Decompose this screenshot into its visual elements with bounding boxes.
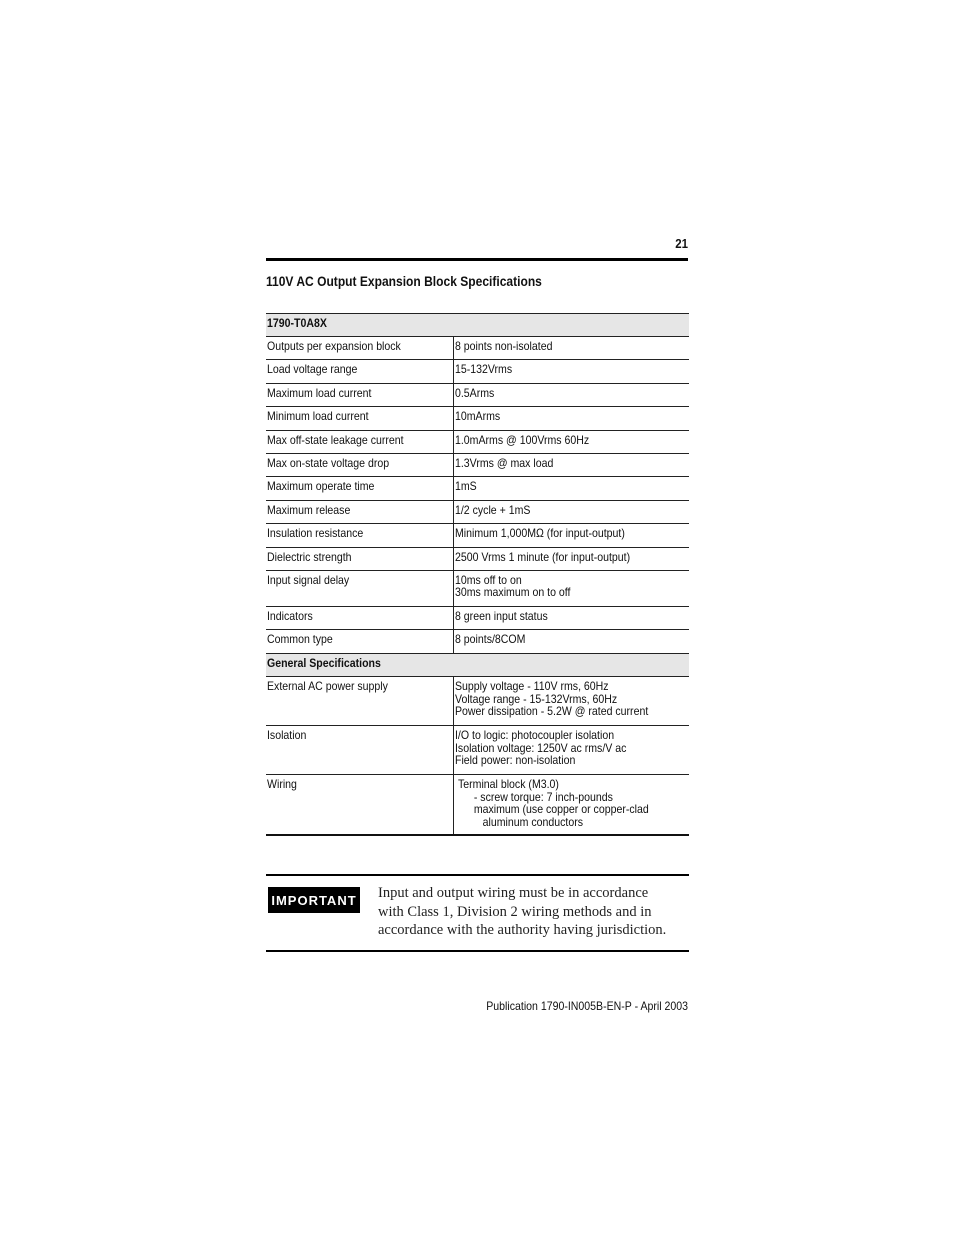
value-text: I/O to logic: photocoupler isolation Isolation voltage: 1250V ac rms/V ac Field power: non-isolation [455,728,627,768]
param-label: Outputs per expansion block [267,339,401,353]
table-row [266,630,689,653]
param-label: Max on-state voltage drop [267,455,390,470]
top-rule [266,258,688,261]
value-text: Terminal block (M3.0) - screw torque: 7 inch-pounds maximum (use copper or copper-clad aluminum conductors [458,777,649,829]
value-text: 1/2 cycle + 1mS [455,502,531,517]
column-divider [453,548,454,570]
column-divider [453,501,454,523]
table-row [266,524,689,547]
column-divider [453,524,454,546]
param-label: Common type [267,632,333,647]
table-row [266,384,689,407]
table-row [266,431,689,454]
column-divider [453,384,454,406]
value-text: Supply voltage - 110V rms, 60Hz Voltage range - 15-132Vrms, 60Hz Power dissipation - 5.2W @ rated current [455,679,649,719]
value-text: 8 points non-isolated [455,339,553,353]
value-text: 1mS [455,479,477,494]
column-divider [453,677,454,725]
spec-table [266,313,689,836]
param-label: Minimum load current [267,409,369,424]
table-row [266,454,689,477]
table-row [266,360,689,383]
column-divider [453,726,454,774]
param-label: Isolation [267,728,307,743]
table-row [266,607,689,630]
page-number: 21 [675,236,688,251]
param-label: Load voltage range [267,362,358,377]
note-text [378,884,698,940]
column-divider [453,337,454,359]
value-text: 8 green input status [455,608,548,623]
param-label: Maximum release [267,502,351,517]
param-label: Input signal delay [267,572,350,587]
table-row [266,571,689,607]
column-divider [453,454,454,476]
table-header-model [266,313,689,337]
table-row [266,548,689,571]
column-divider [453,571,454,606]
column-divider [453,775,454,834]
note-line: accordance with the authority having jurisdiction. [378,922,667,938]
publication-footer: Publication 1790-IN005B-EN-P - April 2003 [486,999,688,1013]
value-text: 1.0mArms @ 100Vrms 60Hz [455,432,590,447]
table-row [266,726,689,775]
param-label: Wiring [267,777,297,792]
note-top-rule [266,874,689,876]
general-header-label: General Specifications [267,655,381,670]
column-divider [453,630,454,652]
value-text: 15-132Vrms [455,362,513,377]
param-label: Insulation resistance [267,526,364,541]
param-label: Indicators [267,608,313,623]
value-text: 8 points/8COM [455,632,526,647]
model-header-label: 1790-T0A8X [267,316,327,330]
column-divider [453,431,454,453]
param-label: Maximum operate time [267,479,375,494]
column-divider [453,477,454,499]
table-row [266,501,689,524]
param-label: External AC power supply [267,679,388,694]
column-divider [453,407,454,429]
value-text: 0.5Arms [455,385,495,400]
table-row [266,677,689,726]
important-badge: IMPORTANT [268,887,360,913]
note-line: with Class 1, Division 2 wiring methods and in [378,903,652,920]
value-text: 2500 Vrms 1 minute (for input-output) [455,549,631,564]
value-text: 10ms off to on 30ms maximum on to off [455,572,571,600]
param-label: Maximum load current [267,385,372,400]
table-header-general [266,654,689,677]
note-bottom-rule [266,950,689,952]
column-divider [453,607,454,629]
table-row [266,775,689,836]
value-text: 1.3Vrms @ max load [455,455,554,470]
value-text: Minimum 1,000MΩ (for input-output) [455,526,625,541]
table-row [266,337,689,360]
table-row [266,477,689,500]
table-row [266,407,689,430]
column-divider [453,360,454,382]
param-label: Dielectric strength [267,549,352,564]
section-title: 110V AC Output Expansion Block Specifications [266,273,542,289]
note-line: Input and output wiring must be in accordance [378,885,649,901]
value-text: 10mArms [455,409,501,424]
param-label: Max off-state leakage current [267,432,404,447]
